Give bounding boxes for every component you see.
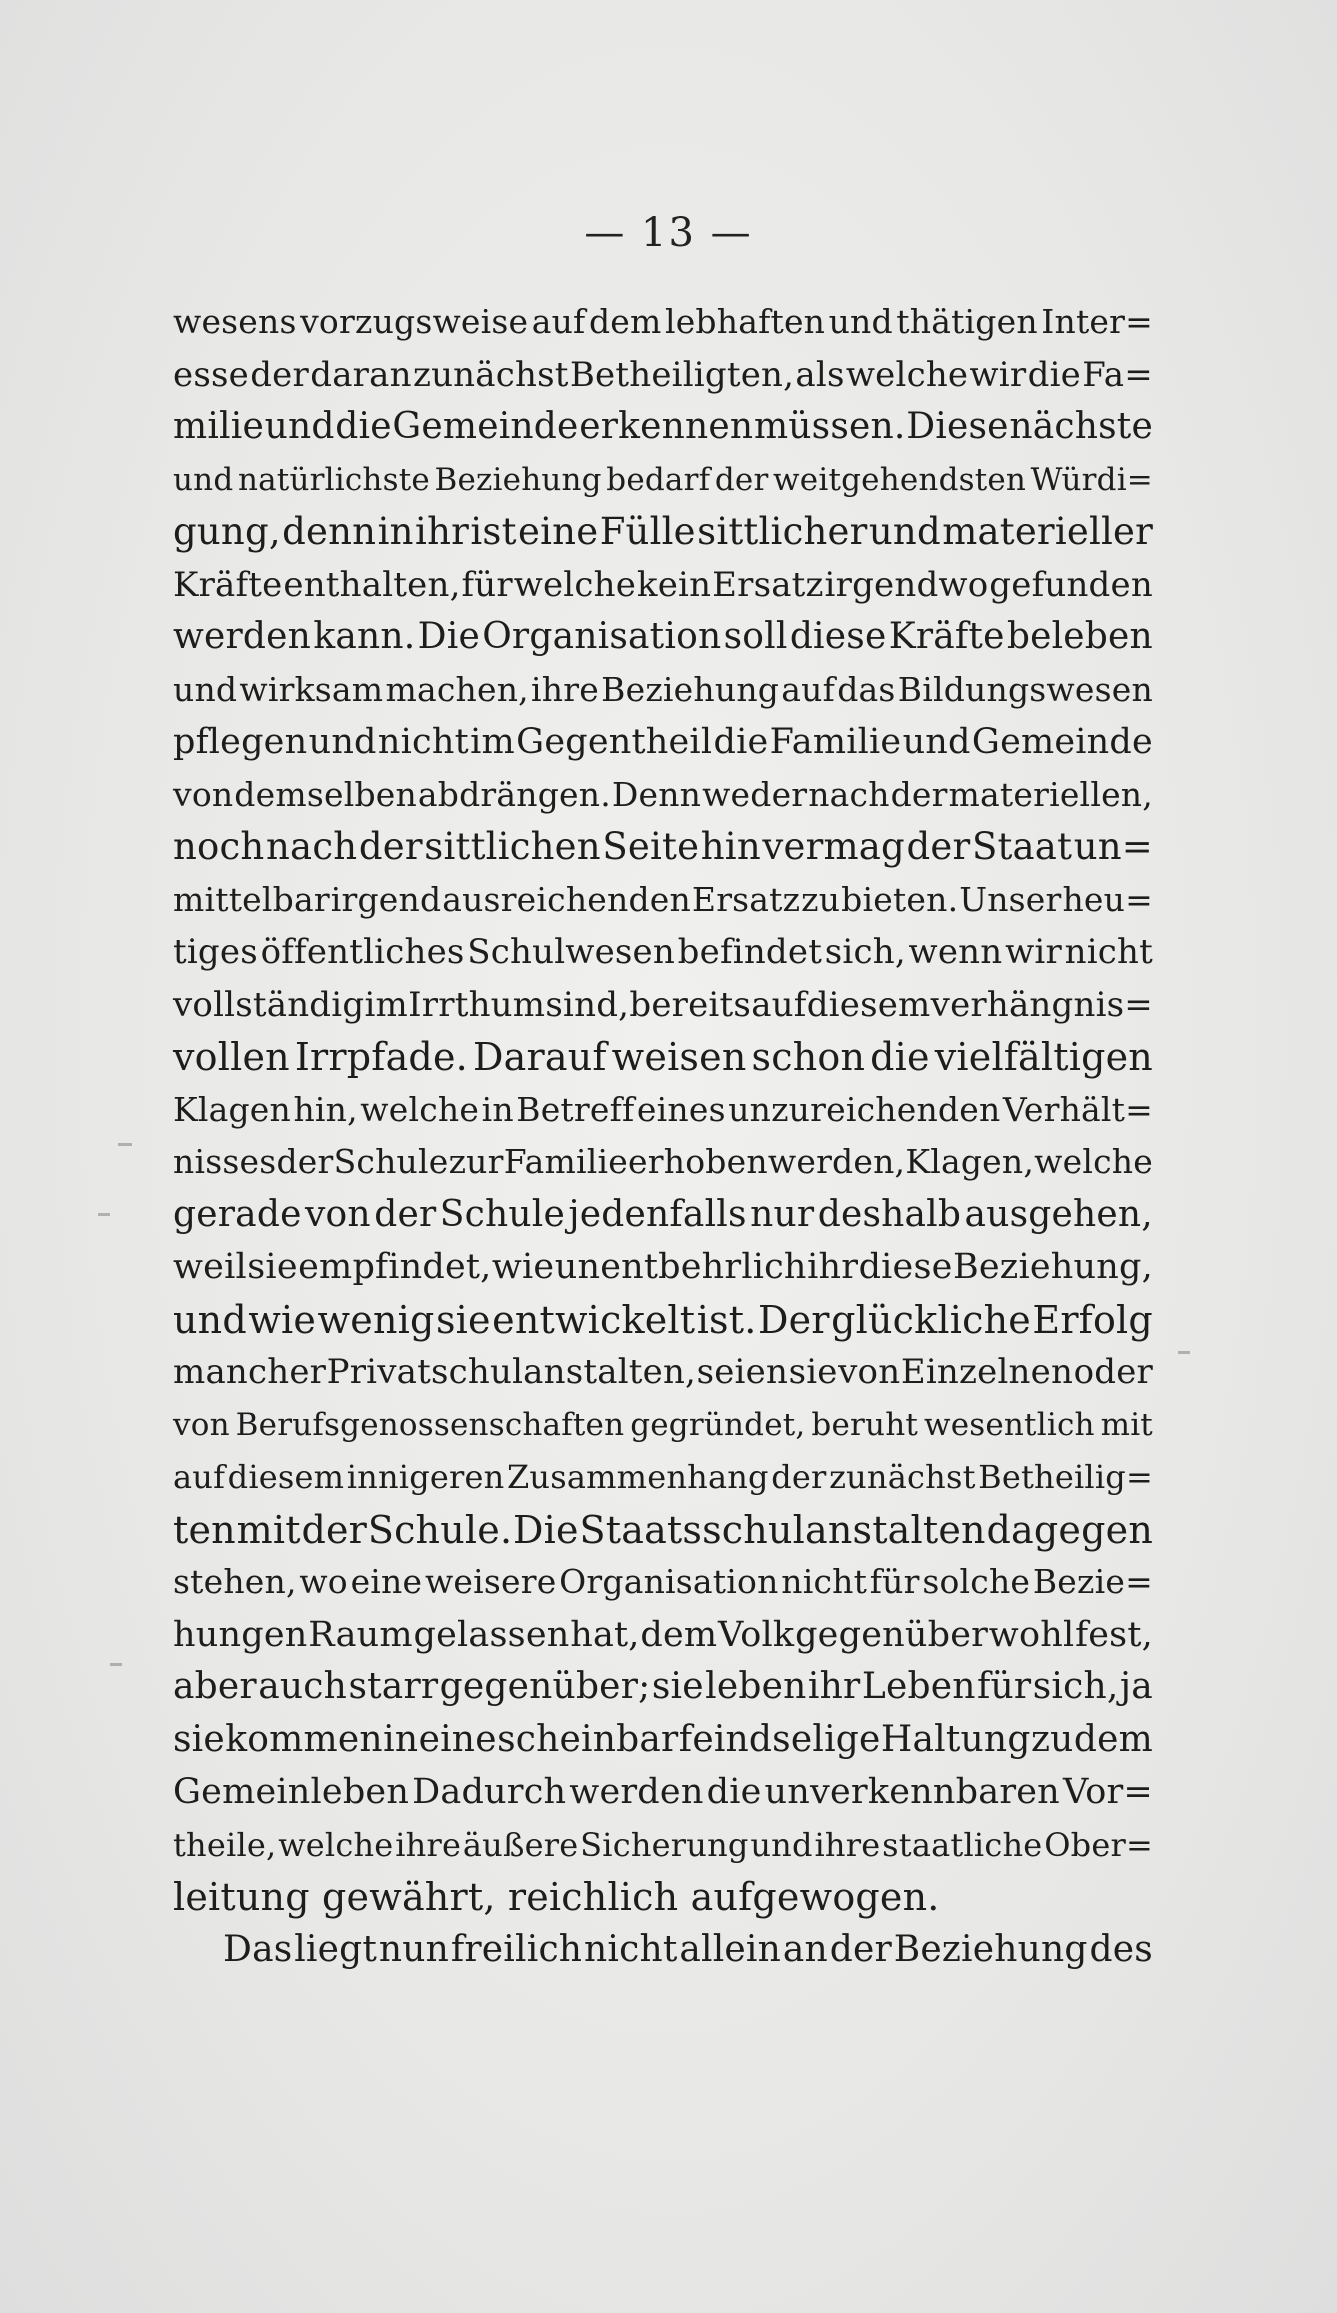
text-line: mancher Privatschulanstalten, seien sie von Einzelnen oder — [173, 1352, 1153, 1392]
text-line: leitung gewährt, reichlich aufgewogen. — [173, 1875, 940, 1919]
text-line: ten mit der Schule. Die Staatsschulanstalten dagegen — [173, 1507, 1153, 1552]
text-line: pflegen und nicht im Gegentheil die Familie und Gemeinde — [173, 722, 1153, 762]
text-line: Klagen hin, welche in Betreff eines unzureichenden Verhält= — [173, 1089, 1153, 1129]
text-line: gerade von der Schule jedenfalls nur deshalb ausgehen, — [173, 1193, 1153, 1235]
text-line: sie kommen in eine scheinbar feindselige Haltung zu dem — [173, 1718, 1153, 1760]
text-line: auf diesem innigeren Zusammenhang der zunächst Betheilig= — [173, 1458, 1153, 1496]
text-line: aber auch starr gegenüber; sie leben ihr Leben für sich, ja — [173, 1666, 1153, 1707]
text-line: Das liegt nun freilich nicht allein an der Beziehung des — [223, 1928, 1153, 1970]
text-line: nisses der Schule zur Familie erhoben werden, Klagen, welche — [173, 1142, 1153, 1181]
text-line: von demselben abdrängen. Denn weder nach der materiellen, — [173, 774, 1153, 814]
text-line: tiges öffentliches Schulwesen befindet sich, wenn wir nicht — [173, 932, 1153, 972]
scan-artifact — [98, 1213, 110, 1216]
text-line: werden kann. Die Organisation soll diese Kräfte beleben — [173, 616, 1153, 657]
text-line: Kräfte enthalten, für welche kein Ersatz irgendwo gefunden — [173, 564, 1153, 605]
text-line: gung, denn in ihr ist eine Fülle sittlicher und materieller — [173, 510, 1153, 553]
body-text — [173, 296, 1153, 1976]
scan-artifact — [1178, 1351, 1190, 1354]
page-number: — 13 — — [584, 210, 753, 256]
text-line: noch nach der sittlichen Seite hin vermag der Staat un= — [173, 825, 1153, 868]
text-line: milie und die Gemeinde erkennen müssen. Diese nächste — [173, 406, 1153, 447]
text-line: esse der daran zunächst Betheiligten, als welche wir die Fa= — [173, 354, 1153, 395]
text-line: weil sie empfindet, wie unentbehrlich ihr diese Beziehung, — [173, 1247, 1153, 1287]
text-line: hungen Raum gelassen hat, dem Volk gegenüber wohl fest, — [173, 1614, 1153, 1655]
text-line: mittelbar irgend ausreichenden Ersatz zu bieten. Unser heu= — [173, 879, 1153, 919]
text-line: wesens vorzugsweise auf dem lebhaften und thätigen Inter= — [173, 302, 1153, 341]
text-line: und wirksam machen, ihre Beziehung auf das Bildungswesen — [173, 669, 1153, 709]
text-line: vollständig im Irrthum sind, bereits auf diesem verhängnis= — [173, 984, 1153, 1025]
text-line: und natürlichste Beziehung bedarf der weitgehendsten Würdi= — [173, 461, 1153, 498]
text-line: von Berufsgenossenschaften gegründet, beruht wesentlich mit — [173, 1406, 1153, 1443]
text-line: und wie wenig sie entwickelt ist. Der glückliche Erfolg — [173, 1297, 1153, 1342]
text-line: theile, welche ihre äußere Sicherung und ihre staatliche Ober= — [173, 1825, 1153, 1864]
text-line: stehen, wo eine weisere Organisation nicht für solche Bezie= — [173, 1562, 1153, 1601]
text-line: Gemeinleben Dadurch werden die unverkennbaren Vor= — [173, 1772, 1153, 1812]
scan-artifact — [110, 1663, 122, 1666]
text-line: vollen Irrpfade. Darauf weisen schon die vielfältigen — [173, 1035, 1153, 1079]
scan-artifact — [118, 1143, 132, 1146]
